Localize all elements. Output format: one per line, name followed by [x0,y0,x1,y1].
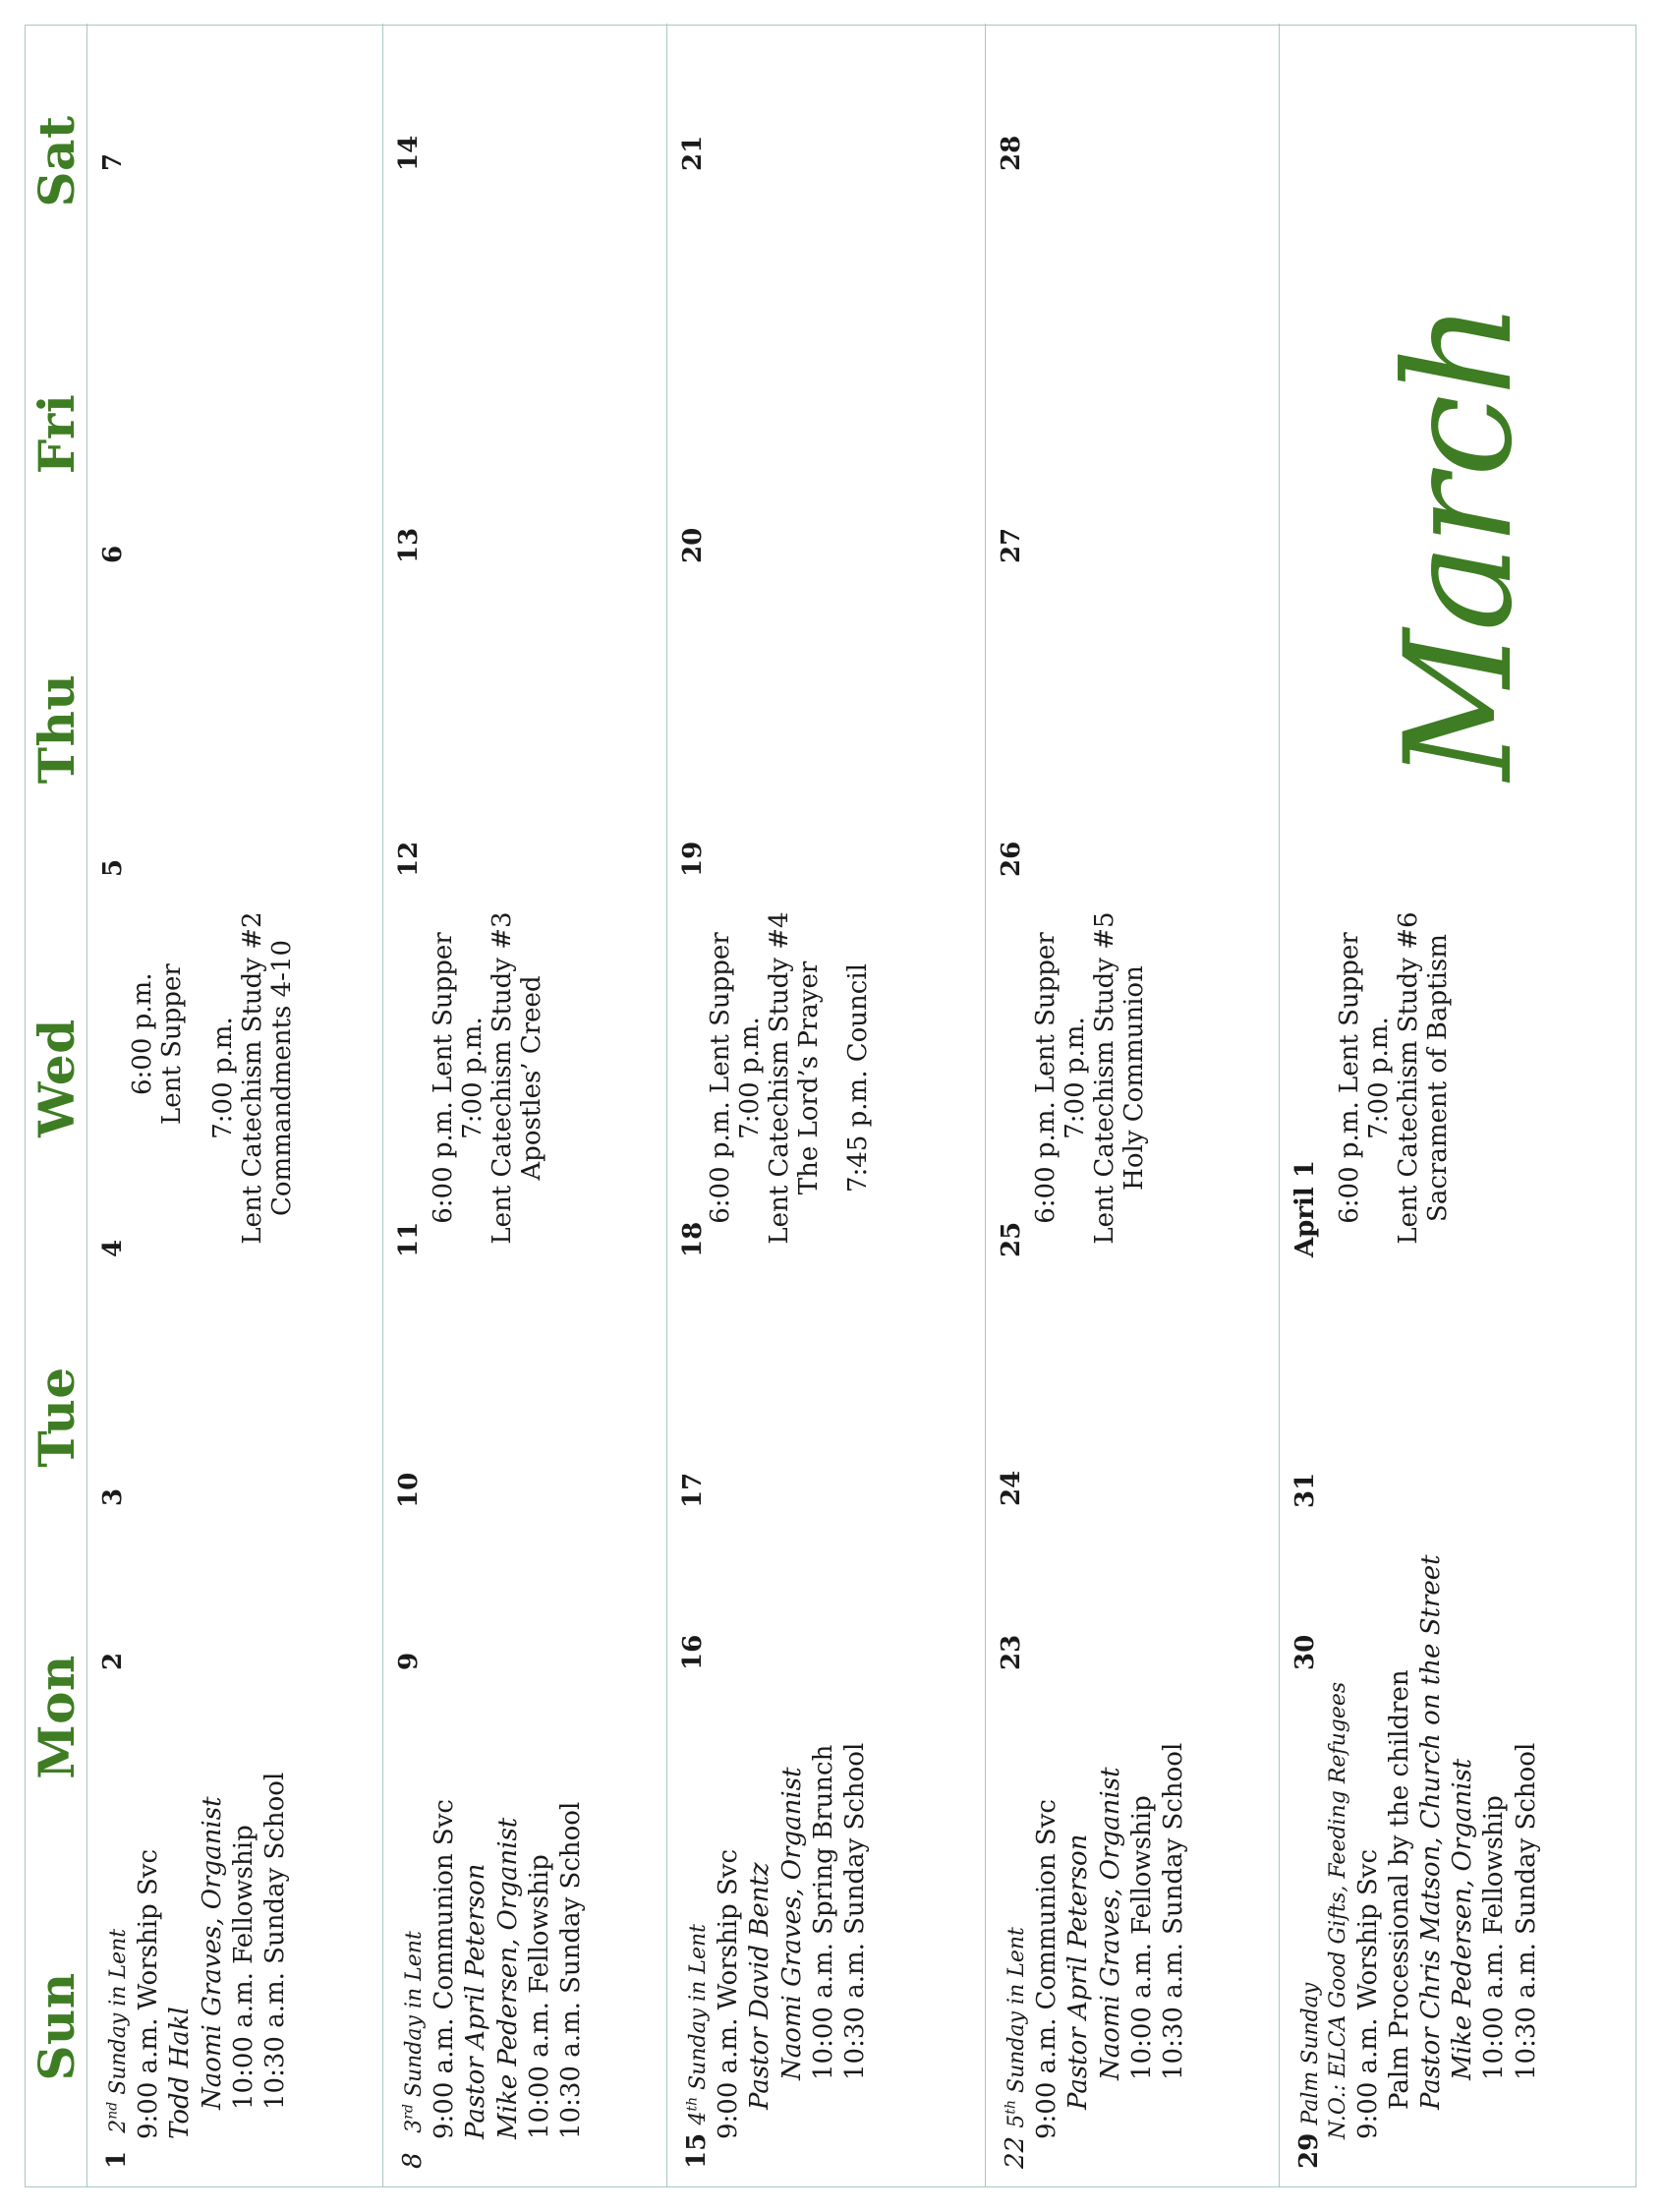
day-number: 4 [98,1239,128,1257]
event-line: Lent Catechism Study #4 [765,911,794,1245]
day-number: April 1 [1290,1160,1320,1257]
day-cell-18 [666,889,985,1267]
event-line: 7:00 p.m. [735,1017,765,1139]
day-number: 9 [394,1652,424,1670]
day-number: 12 [394,841,424,877]
event-line: Lent Supper [157,963,187,1125]
event-line: 10:30 a.m. Sunday School [1159,1742,1189,2080]
day-cell-31 [1279,1267,1637,1567]
event-line: Palm Processional by the children [1384,1669,1414,2110]
day-number: 29 [1294,2132,1324,2169]
day-cell-19 [666,569,985,889]
day-number: 7 [98,152,128,171]
event-line: Naomi Graves, Organist [1095,1767,1125,2080]
day-number: 22 [1001,2135,1030,2169]
day-cell-11 [382,889,666,1267]
event-line: 9:00 a.m. Worship Svc [714,1848,744,2139]
day-cell-30 [1279,1567,1637,1867]
event-line: Mike Pedersen, Organist [492,1817,523,2139]
event-line: Pastor David Bentz [745,1862,775,2110]
day-cell-6 [86,299,382,569]
event-line: Lent Catechism Study #5 [1090,911,1119,1245]
calendar-grid [25,25,1636,2187]
day-cell-24 [985,1267,1279,1567]
event-line: Pastor Chris Matson, Church on the Street [1415,1554,1446,2110]
offering-note: N.O.: ELCA Good Gifts, Feeding Refugees [1326,1681,1351,2139]
header-sat: Sat [27,115,86,207]
day-cell-10 [382,1267,666,1567]
day-cell-20 [666,299,985,569]
event-line: 10:00 a.m. Fellowship [1479,1795,1510,2080]
event-line: 6:00 p.m. Lent Supper [1335,932,1364,1224]
event-line: Lent Catechism Study #6 [1394,911,1423,1245]
day-number: 11 [394,1221,424,1257]
sunday-title: 2nd Sunday in Lent [104,1928,131,2133]
sunday-title: 4th Sunday in Lent [684,1924,711,2125]
event-line: Pastor April Peterson [1063,1834,1094,2110]
header-mon: Mon [27,1655,86,1779]
header-sun: Sun [27,1972,86,2081]
month-title: March [1374,303,1545,781]
event-line: Sacrament of Baptism [1423,934,1453,1222]
event-line: Naomi Graves, Organist [197,1796,227,2110]
event-line: 9:00 a.m. Communion Svc [430,1799,460,2139]
event-line: 10:00 a.m. Spring Brunch [808,1744,838,2080]
event-line: Todd Hakl [165,2007,196,2139]
event-line: 6:00 p.m. Lent Supper [1031,932,1061,1224]
day-number: 23 [997,1634,1026,1670]
event-line: 7:00 p.m. [1364,1017,1394,1139]
day-number: 14 [394,135,424,171]
day-cell-7 [86,24,382,299]
day-cell-4 [86,889,382,1267]
event-line: 10:30 a.m. Sunday School [556,1801,587,2139]
day-number: 19 [678,841,708,877]
header-thu: Thu [27,673,86,785]
day-number: 17 [678,1472,708,1508]
event-line: 10:30 a.m. Sunday School [260,1772,291,2110]
event-line: Lent Catechism Study #3 [487,911,517,1245]
sunday-title: 3rd Sunday in Lent [400,1931,427,2133]
day-number: 30 [1290,1634,1320,1670]
header-tue: Tue [27,1367,86,1468]
event-line: 10:30 a.m. Sunday School [1511,1742,1541,2080]
event-line: 10:00 a.m. Fellowship [524,1854,554,2139]
event-line: Apostles’ Creed [517,975,546,1181]
event-line: 7:00 p.m. [208,1017,238,1139]
day-cell-25 [985,889,1279,1267]
day-cell-2 [86,1567,382,1867]
header-wed: Wed [27,1019,86,1137]
event-line: Lent Catechism Study #2 [238,911,267,1245]
header-fri: Fri [27,393,86,475]
day-number: 20 [678,527,708,563]
sunday-title: Palm Sunday [1298,1982,1323,2125]
event-line: 10:00 a.m. Fellowship [1126,1795,1157,2080]
day-cell-28 [985,24,1279,299]
event-line: 9:00 a.m. Communion Svc [1032,1799,1062,2139]
day-number: 6 [98,545,128,563]
day-cell-8 [382,1799,666,2186]
event-line: Commandments 4-10 [267,940,297,1216]
day-number: 2 [98,1652,128,1670]
day-number: 8 [398,2152,428,2169]
day-number: 18 [678,1221,708,1257]
event-line: Pastor April Peterson [461,1863,491,2139]
day-cell-1 [86,1772,382,2186]
event-line: 7:00 p.m. [1061,1017,1090,1139]
day-cell-29 [1279,1554,1637,2186]
day-cell-26 [985,569,1279,889]
day-cell-5 [86,569,382,889]
event-line: Holy Communion [1119,965,1149,1191]
day-number: 5 [98,858,128,877]
day-cell-12 [382,569,666,889]
event-line: 9:00 a.m. Worship Svc [134,1848,164,2139]
day-cell-13 [382,299,666,569]
day-cell-16 [666,1567,985,1867]
day-number: 16 [678,1634,708,1670]
day-cell-3 [86,1267,382,1567]
day-cell-23 [985,1567,1279,1867]
day-number: 15 [682,2132,712,2169]
day-cell-april-1 [1279,889,1637,1267]
day-number: 25 [997,1221,1026,1257]
event-line: 6:00 p.m. Lent Supper [706,932,735,1224]
day-number: 21 [678,135,708,171]
day-number: 24 [997,1470,1026,1506]
day-cell-17 [666,1267,985,1567]
day-number: 27 [997,527,1026,563]
day-number: 13 [394,527,424,563]
event-line: The Lord’s Prayer [794,960,824,1195]
event-line: 7:00 p.m. [458,1017,487,1139]
month-title-cell [1279,24,1637,889]
day-cell-14 [382,24,666,299]
event-line: 7:45 p.m. Council [843,963,873,1193]
day-number: 3 [98,1487,128,1506]
day-number: 31 [1290,1472,1320,1508]
event-line: 10:30 a.m. Sunday School [840,1742,871,2080]
day-cell-9 [382,1567,666,1867]
day-cell-22 [985,1742,1279,2186]
day-number: 26 [997,841,1026,877]
day-number: 10 [394,1472,424,1508]
event-line: Mike Pedersen, Organist [1448,1758,1478,2080]
day-cell-27 [985,299,1279,569]
event-line: 6:00 p.m. Lent Supper [429,932,458,1224]
sunday-title: 5th Sunday in Lent [1003,1927,1029,2128]
event-line: 10:00 a.m. Fellowship [228,1825,258,2110]
event-line: Naomi Graves, Organist [776,1767,807,2080]
day-cell-15 [666,1742,985,2186]
event-line: 6:00 p.m. [128,972,157,1095]
day-cell-21 [666,24,985,299]
day-number: 28 [997,135,1026,171]
day-number: 1 [102,2150,132,2169]
event-line: 9:00 a.m. Worship Svc [1352,1848,1383,2139]
